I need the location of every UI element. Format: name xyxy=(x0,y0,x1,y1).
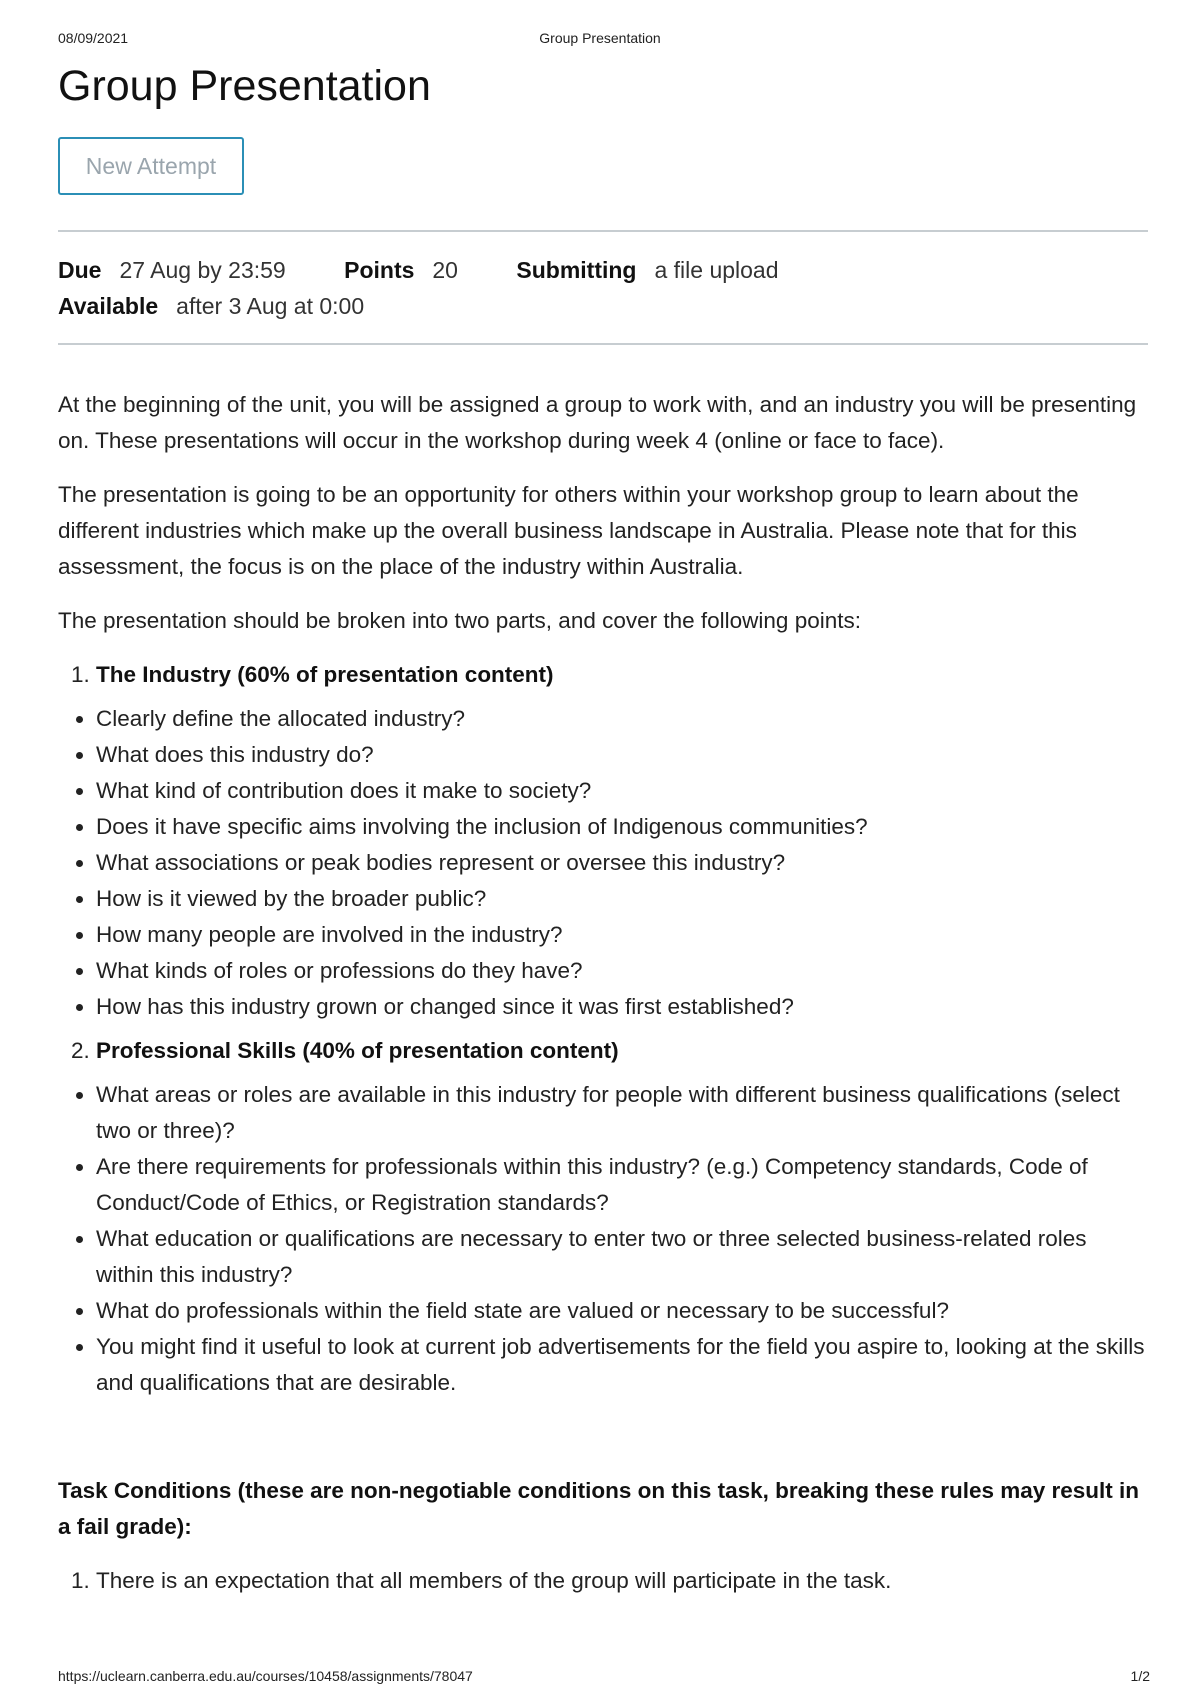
industry-bullets xyxy=(58,701,1148,1025)
list-item: • What associations or peak bodies represent or oversee this industry? xyxy=(96,845,1148,881)
paragraph: The presentation is going to be an opportunity for others within your workshop group to learn about the different industries which make up the overall business landscape in Australia. Please note that for this assessment, the focus is on the place of the industry within Australia. xyxy=(58,482,1079,579)
list-item: • Clearly define the allocated industry? xyxy=(96,701,1148,737)
section-heading: The Industry (60% of presentation content) xyxy=(96,662,554,687)
print-footer xyxy=(58,1668,1150,1688)
available-value: after 3 Aug at 0:00 xyxy=(176,293,365,319)
submitting-label: Submitting xyxy=(516,257,637,283)
list-item: • What education or qualifications are necessary to enter two or three selected business-related roles within this industry? xyxy=(96,1221,1148,1293)
paragraph: At the beginning of the unit, you will be assigned a group to work with, and an industry you will be presenting on. These presentations will occur in the workshop during week 4 (online or face to face). xyxy=(58,392,1137,453)
section-professional-skills xyxy=(96,1033,1148,1401)
list-item: • What do professionals within the field state are valued or necessary to be successful? xyxy=(96,1293,1148,1329)
details-row-2 xyxy=(58,288,1148,324)
page-title: Group Presentation xyxy=(58,62,431,110)
conditions-list xyxy=(58,1563,1148,1599)
conditions-heading: Task Conditions (these are non-negotiable conditions on this task, breaking these rules may result in a fail grade): xyxy=(58,1478,1140,1539)
print-header xyxy=(58,30,1142,50)
assignment-details xyxy=(58,232,1148,343)
list-item: • You might find it useful to look at current job advertisements for the field you aspire to, looking at the skills and qualifications that are desirable. xyxy=(96,1329,1148,1401)
list-item: • How has this industry grown or changed since it was first established? xyxy=(96,989,1148,1025)
list-item: • What kinds of roles or professions do they have? xyxy=(96,953,1148,989)
section-heading: Professional Skills (40% of presentation content) xyxy=(96,1038,619,1063)
new-attempt-button[interactable]: New Attempt xyxy=(58,137,244,195)
due-label: Due xyxy=(58,257,102,283)
list-item: 1. There is an expectation that all members of the group will participate in the task. xyxy=(96,1563,1148,1599)
submitting-value: a file upload xyxy=(654,257,779,283)
sections-list xyxy=(58,657,1148,1401)
assignment-content xyxy=(58,60,1148,1599)
points-value: 20 xyxy=(432,257,458,283)
details-row-1 xyxy=(58,252,1148,288)
list-item: • Does it have specific aims involving the inclusion of Indigenous communities? xyxy=(96,809,1148,845)
print-date: 08/09/2021 xyxy=(58,30,129,46)
paragraph: The presentation should be broken into two parts, and cover the following points: xyxy=(58,608,861,633)
page-number: 1/2 xyxy=(1130,1668,1150,1684)
section-industry xyxy=(96,657,1148,1025)
list-item: • Are there requirements for professionals within this industry? (e.g.) Competency standards, Code of Conduct/Code of Ethics, or Registration standards? xyxy=(96,1149,1148,1221)
skills-bullets xyxy=(58,1077,1148,1401)
print-title: Group Presentation xyxy=(539,30,661,46)
list-item: • How is it viewed by the broader public? xyxy=(96,881,1148,917)
list-item: • How many people are involved in the industry? xyxy=(96,917,1148,953)
list-item: • What does this industry do? xyxy=(96,737,1148,773)
available-label: Available xyxy=(58,293,159,319)
assignment-description xyxy=(58,345,1148,1599)
due-value: 27 Aug by 23:59 xyxy=(119,257,286,283)
print-url: https://uclearn.canberra.edu.au/courses/10458/assignments/78047 xyxy=(58,1668,473,1684)
list-item: • What areas or roles are available in this industry for people with different business qualifications (select two or three)? xyxy=(96,1077,1148,1149)
points-label: Points xyxy=(344,257,415,283)
list-item: • What kind of contribution does it make to society? xyxy=(96,773,1148,809)
